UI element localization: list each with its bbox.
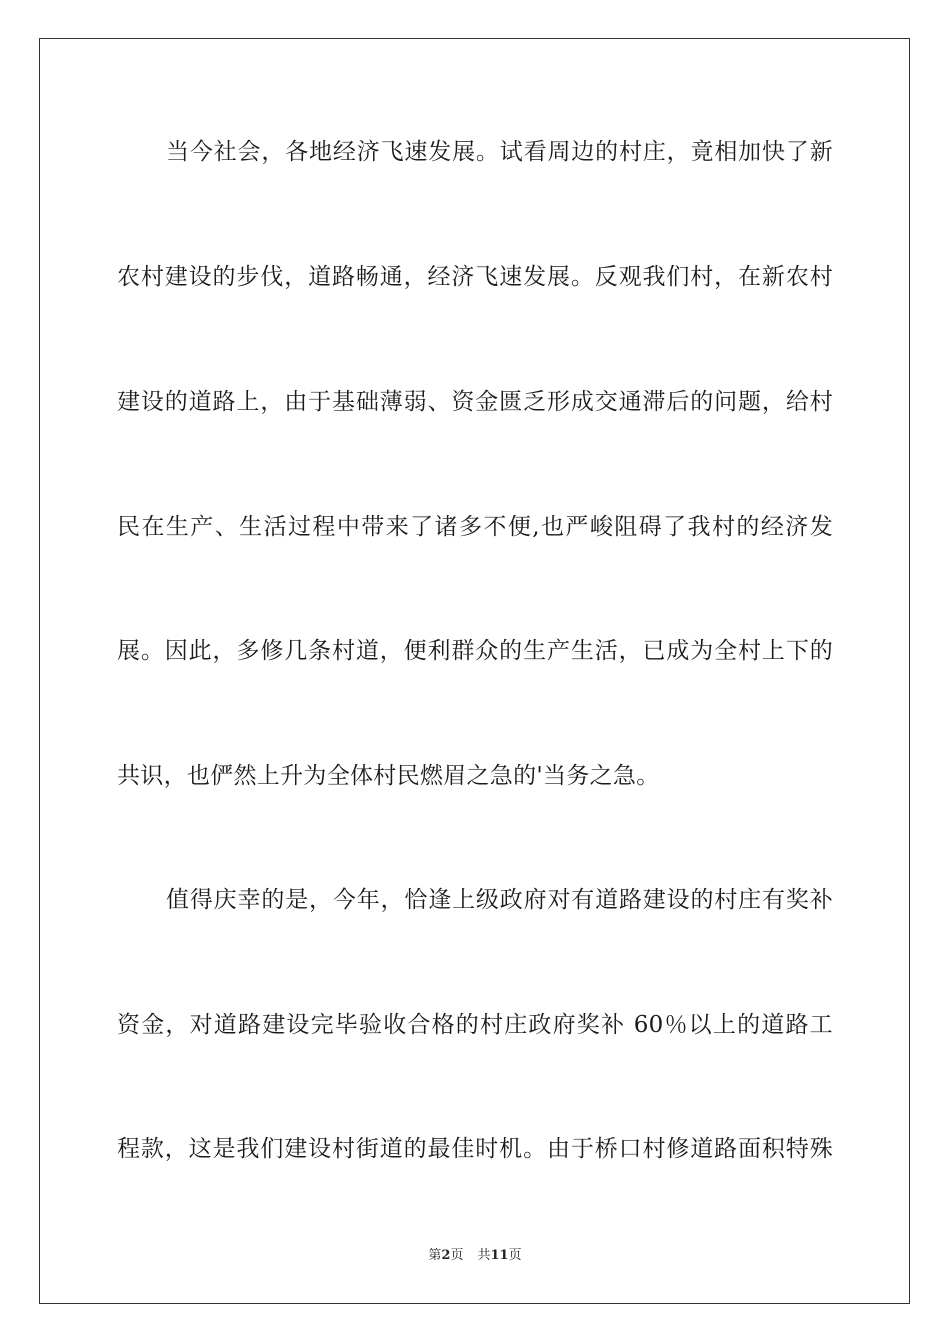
paragraph-1-line-3: 建设的道路上，由于基础薄弱、资金匮乏形成交通滞后的问题，给村 <box>117 389 833 415</box>
footer-page-number: 2 <box>441 1248 451 1263</box>
paragraph-2-line-3: 程款，这是我们建设村街道的最佳时机。由于桥口村修道路面积特殊 <box>117 1136 833 1162</box>
footer-page-prefix: 第 <box>428 1248 442 1263</box>
footer-page-suffix: 页 <box>450 1248 464 1263</box>
paragraph-2-line-2: 资金，对道路建设完毕验收合格的村庄政府奖补 60％以上的道路工 <box>117 1012 833 1038</box>
paragraph-1-line-1: 当今社会，各地经济飞速发展。试看周边的村庄，竟相加快了新 <box>166 139 833 165</box>
footer-total-prefix: 共 <box>477 1248 491 1263</box>
paragraph-1-line-6: 共识，也俨然上升为全体村民燃眉之急的'当务之急。 <box>117 763 660 789</box>
page-border <box>39 38 910 1304</box>
footer-total-suffix: 页 <box>508 1248 522 1263</box>
paragraph-1-line-4: 民在生产、生活过程中带来了诸多不便,也严峻阻碍了我村的经济发 <box>117 514 833 540</box>
paragraph-2-line-1: 值得庆幸的是，今年，恰逢上级政府对有道路建设的村庄有奖补 <box>166 887 833 913</box>
paragraph-1-line-2: 农村建设的步伐，道路畅通，经济飞速发展。反观我们村，在新农村 <box>117 264 833 290</box>
page-footer <box>0 1247 950 1265</box>
paragraph-1-line-5: 展。因此，多修几条村道，便利群众的生产生活，已成为全村上下的 <box>117 638 833 664</box>
footer-total-pages: 11 <box>490 1248 509 1263</box>
